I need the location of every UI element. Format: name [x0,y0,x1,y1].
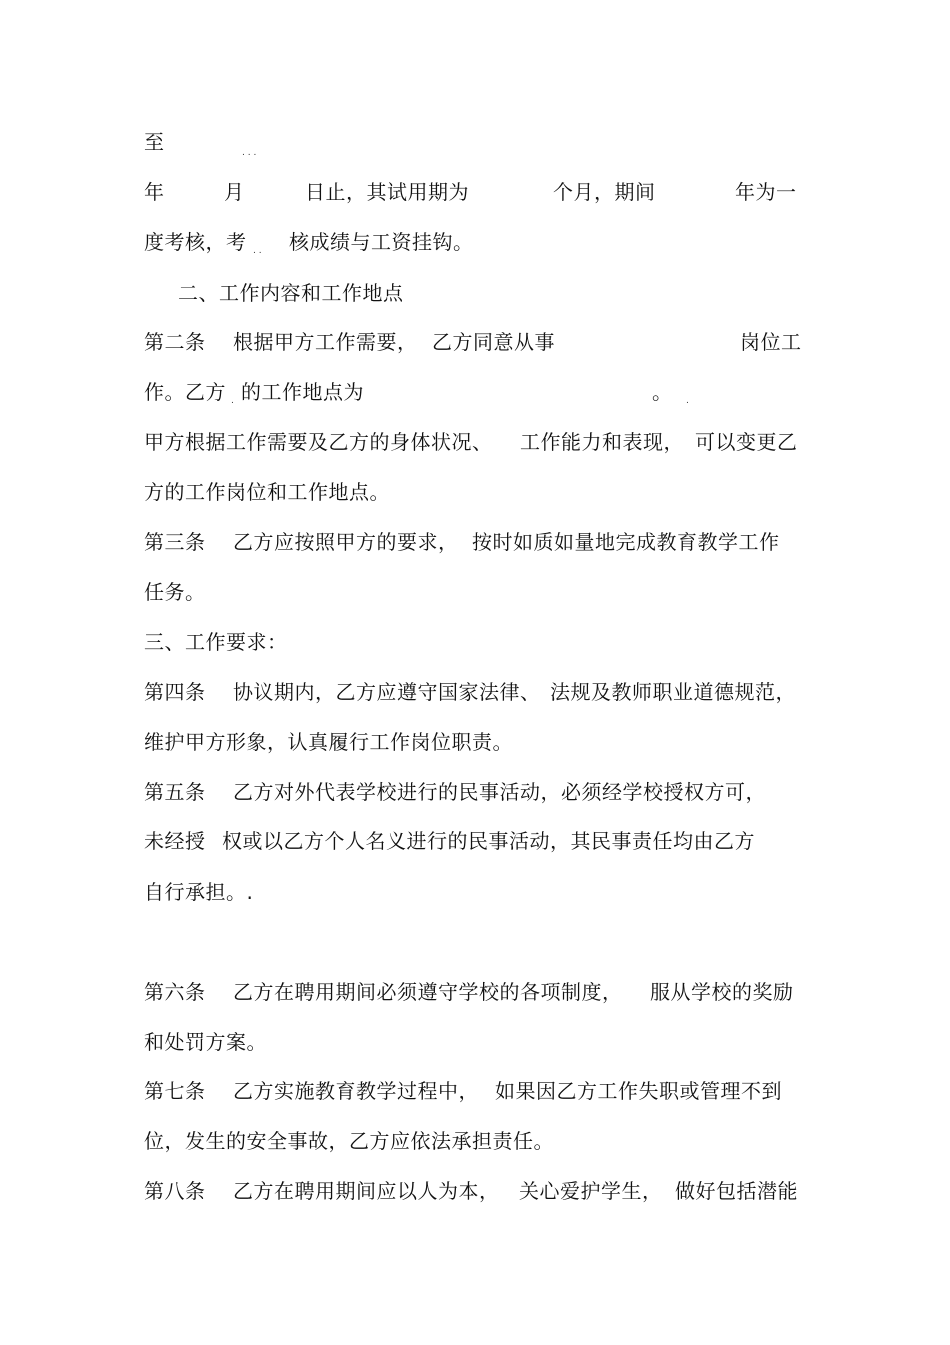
text-line: 年 [144,180,165,204]
text-line: 度考核，考 [144,230,247,254]
text-line: 和处罚方案。 [144,1030,267,1054]
text-line: 乙方在聘用期间应以人为本， [233,1179,500,1203]
text-line: 任务。 [144,580,206,604]
text-line: 维护甲方形象，认真履行工作岗位职责。 [144,730,513,754]
text-line: 工作能力和表现， [520,430,684,454]
text-line: 协议期内，乙方应遵守国家法律、 [233,680,541,704]
dot-mark: . [686,396,689,406]
text-line: 乙方实施教育教学过程中， [233,1079,479,1103]
section-heading: 二、工作内容和工作地点 [178,281,404,305]
section-heading: 三、工作要求： [144,630,288,654]
text-line: 法规及教师职业道德规范， [550,680,796,704]
dot-mark: . [231,396,234,406]
text-line: 乙方对外代表学校进行的民事活动，必须经学校授权方可， [233,780,766,804]
article-label: 第五条 [144,780,206,804]
article-label: 第八条 [144,1179,206,1203]
article-label: 第四条 [144,680,206,704]
text-line: 乙方同意从事 [432,330,555,354]
text-line: 年为一 [735,180,797,204]
text-line: 方的工作岗位和工作地点。 [144,480,390,504]
text-line: 服从学校的奖励 [650,980,794,1004]
text-line: 根据甲方工作需要， [233,330,418,354]
text-line: 核成绩与工资挂钩。 [289,230,474,254]
text-line: 关心爱护学生， [519,1179,663,1203]
text-line: 乙方在聘用期间必须遵守学校的各项制度， [233,980,623,1004]
article-label: 第二条 [144,330,206,354]
text-line: 岗位工 [740,330,802,354]
article-label: 第七条 [144,1079,206,1103]
text-line: 可以变更乙 [695,430,798,454]
text-line: 至 [144,130,165,154]
dot-mark: . . [253,246,262,256]
text-line: 自行承担。. [144,880,254,904]
text-line: 的工作地点为 [241,380,364,404]
text-line: 。 [652,380,673,404]
text-line: 如果因乙方工作失职或管理不到 [495,1079,782,1103]
article-label: 第六条 [144,980,206,1004]
text-line: 做好包括潜能 [675,1179,798,1203]
text-line: 按时如质如量地完成教育教学工作 [472,530,780,554]
dot-mark: . . . [242,148,257,158]
text-line: 作。乙方 [144,380,226,404]
text-line: 日止，其试用期为 [305,180,469,204]
text-line: 权或以乙方个人名义进行的民事活动，其民事责任均由乙方 [222,829,755,853]
text-line: 个月，期间 [553,180,656,204]
text-line: 甲方根据工作需要及乙方的身体状况、 [144,430,493,454]
text-line: 位，发生的安全事故，乙方应依法承担责任。 [144,1129,554,1153]
text-line: 未经授 [144,829,206,853]
article-label: 第三条 [144,530,206,554]
text-line: 月 [224,180,245,204]
text-line: 乙方应按照甲方的要求， [233,530,459,554]
